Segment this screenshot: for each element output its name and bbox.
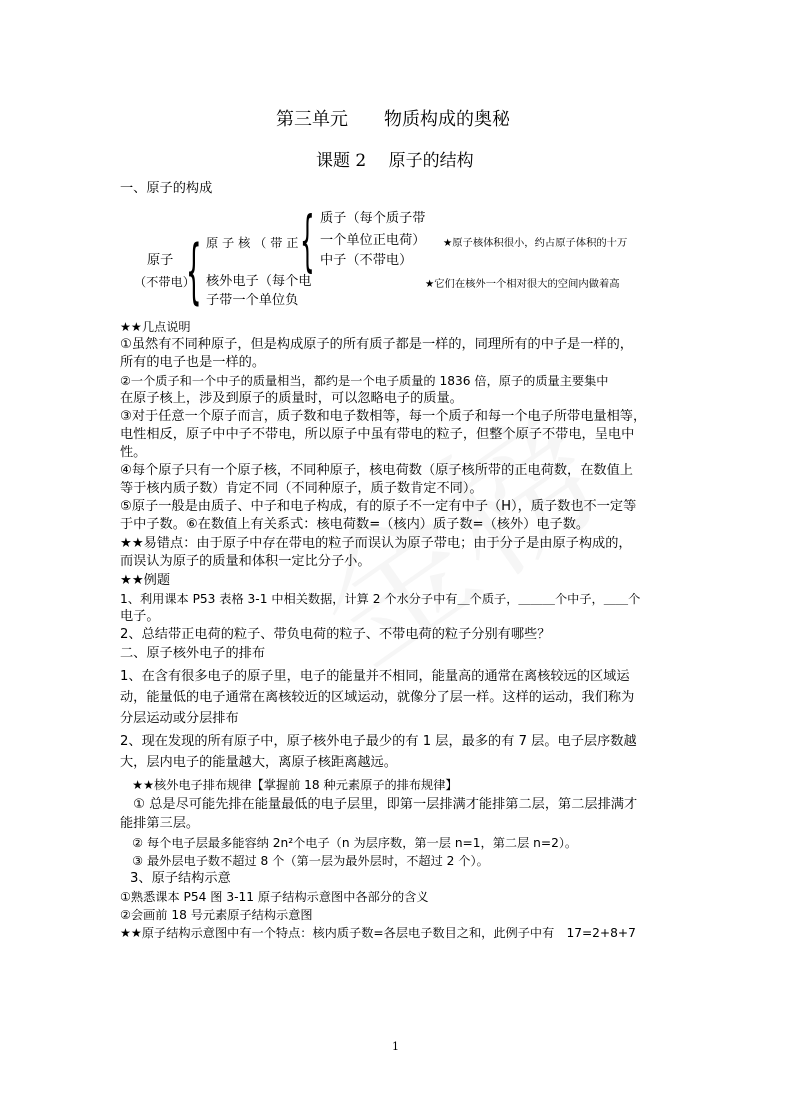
para-line: 1、在含有很多电子的原子里，电子的能量并不相同，能量高的通常在离核较远的区域运: [120, 669, 630, 684]
point-line: ②一个质子和一个中子的质量相当，都约是一个电子质量的 1836 倍，原子的质量主要集中: [120, 374, 609, 388]
rule-line: ② 每个电子层最多能容纳 2n²个电子（n 为层序数，第一层 n=1，第二层 n=2）。: [120, 836, 578, 850]
point-line: ④每个原子只有一个原子核，不同种原子，核电荷数（原子核所带的正电荷数，在数值上: [120, 463, 633, 478]
rule-line: ① 总是尽可能先排在能量最低的电子层里，即第一层排满才能排第二层，第二层排满才: [120, 797, 638, 812]
subsection-heading: 3、原子结构示意: [130, 871, 231, 886]
rules-heading: ★★核外电子排布规律【掌握前 18 种元素原子的排布规律】: [120, 778, 458, 792]
point-line: 所有的电子也是一样的。: [120, 355, 266, 370]
page-number: 1: [392, 1040, 399, 1053]
point-line: 等于核内质子数）肯定不同（不同种原子，质子数肯定不同）。: [120, 481, 483, 496]
page-subtitle: 课题 2 原子的结构: [316, 151, 474, 171]
outer-brace-icon: {: [186, 230, 202, 312]
subsection-line: ★★原子结构示意图中有一个特点：核内质子数=各层电子数目之和，此例子中有 17=2+8+7: [120, 926, 636, 940]
error-point-line: 而误认为原子的质量和体积一定比分子小。: [120, 554, 371, 569]
point-line: 性。: [120, 445, 147, 460]
point-line: 电性相反，原子中中子不带电，所以原子中虽有带电的粒子，但整个原子不带电，呈电中: [120, 427, 635, 442]
subsection-line: ①熟悉课本 P54 图 3-11 原子结构示意图中各部分的含义: [120, 890, 429, 904]
para-line: 分层运动或分层排布: [120, 711, 239, 726]
error-point-line: ★★易错点：由于原子中存在带电的粒子而误认为原子带电；由于分子是由原子构成的，: [120, 536, 632, 551]
section-heading-1: 一、原子的构成: [120, 181, 213, 196]
point-line: 于中子数。⑥在数值上有关系式：核电荷数=（核内）质子数=（核外）电子数。: [120, 517, 590, 532]
subsection-line: ②会画前 18 号元素原子结构示意图: [120, 908, 313, 922]
proton-label: 质子（每个质子带: [320, 211, 426, 226]
nucleus-note: ★原子核体积很小，约占原子体积的十万: [443, 237, 628, 249]
proton-label-2: 一个单位正电荷）: [320, 233, 426, 248]
nucleus-brace-icon: {: [300, 202, 315, 279]
rule-line: ③ 最外层电子数不超过 8 个（第一层为最外层时，不超过 2 个）。: [120, 854, 489, 868]
rule-line: 能排第三层。: [120, 816, 200, 831]
neutral-label: （不带电）: [134, 275, 195, 289]
neutron-label: 中子（不带电）: [320, 253, 413, 268]
point-line: ③对于任意一个原子而言，质子数和电子数相等，每一个质子和每一个电子所带电量相等，: [120, 409, 647, 424]
nucleus-label: 原 子 核 （ 带 正: [206, 236, 299, 250]
page-title: 第三单元 物质构成的奥秘: [276, 109, 510, 130]
electron-note: ★它们在核外一个相对很大的空间内做着高: [425, 278, 620, 290]
atom-label: 原子: [147, 253, 174, 268]
para-line: 大，层内电子的能量越大，离原子核距离越远。: [120, 755, 397, 770]
para-line: 2、现在发现的所有原子中，原子核外电子最少的有 1 层，最多的有 7 层。电子层序数越: [120, 734, 637, 749]
examples-heading: ★★例题: [120, 573, 171, 588]
points-heading: ★★几点说明: [120, 320, 191, 334]
point-line: ⑤原子一般是由质子、中子和电子构成，有的原子不一定有中子（H），质子数也不一定等: [120, 499, 637, 514]
point-line: 在原子核上，涉及到原子的质量时，可以忽略电子的质量。: [120, 391, 463, 406]
electron-label-2: 子带一个单位负: [206, 293, 299, 308]
example-line: 电子。: [120, 609, 160, 624]
section-heading-2: 二、原子核外电子的排布: [120, 646, 266, 661]
point-line: ①虽然有不同种原子，但是构成原子的所有质子都是一样的，同理所有的中子是一样的，: [120, 337, 633, 352]
example-line: 2、总结带正电荷的粒子、带负电荷的粒子、不带电荷的粒子分别有哪些？: [120, 627, 551, 642]
example-line: 1、利用课本 P53 表格 3-1 中相关数据，计算 2 个水分子中有＿个质子，＿＿＿个中子，＿＿个: [120, 592, 641, 606]
para-line: 动，能量低的电子通常在离核较近的区域运动，就像分了层一样。这样的运动，我们称为: [120, 690, 635, 705]
electron-label: 核外电子（每个电: [206, 274, 312, 289]
